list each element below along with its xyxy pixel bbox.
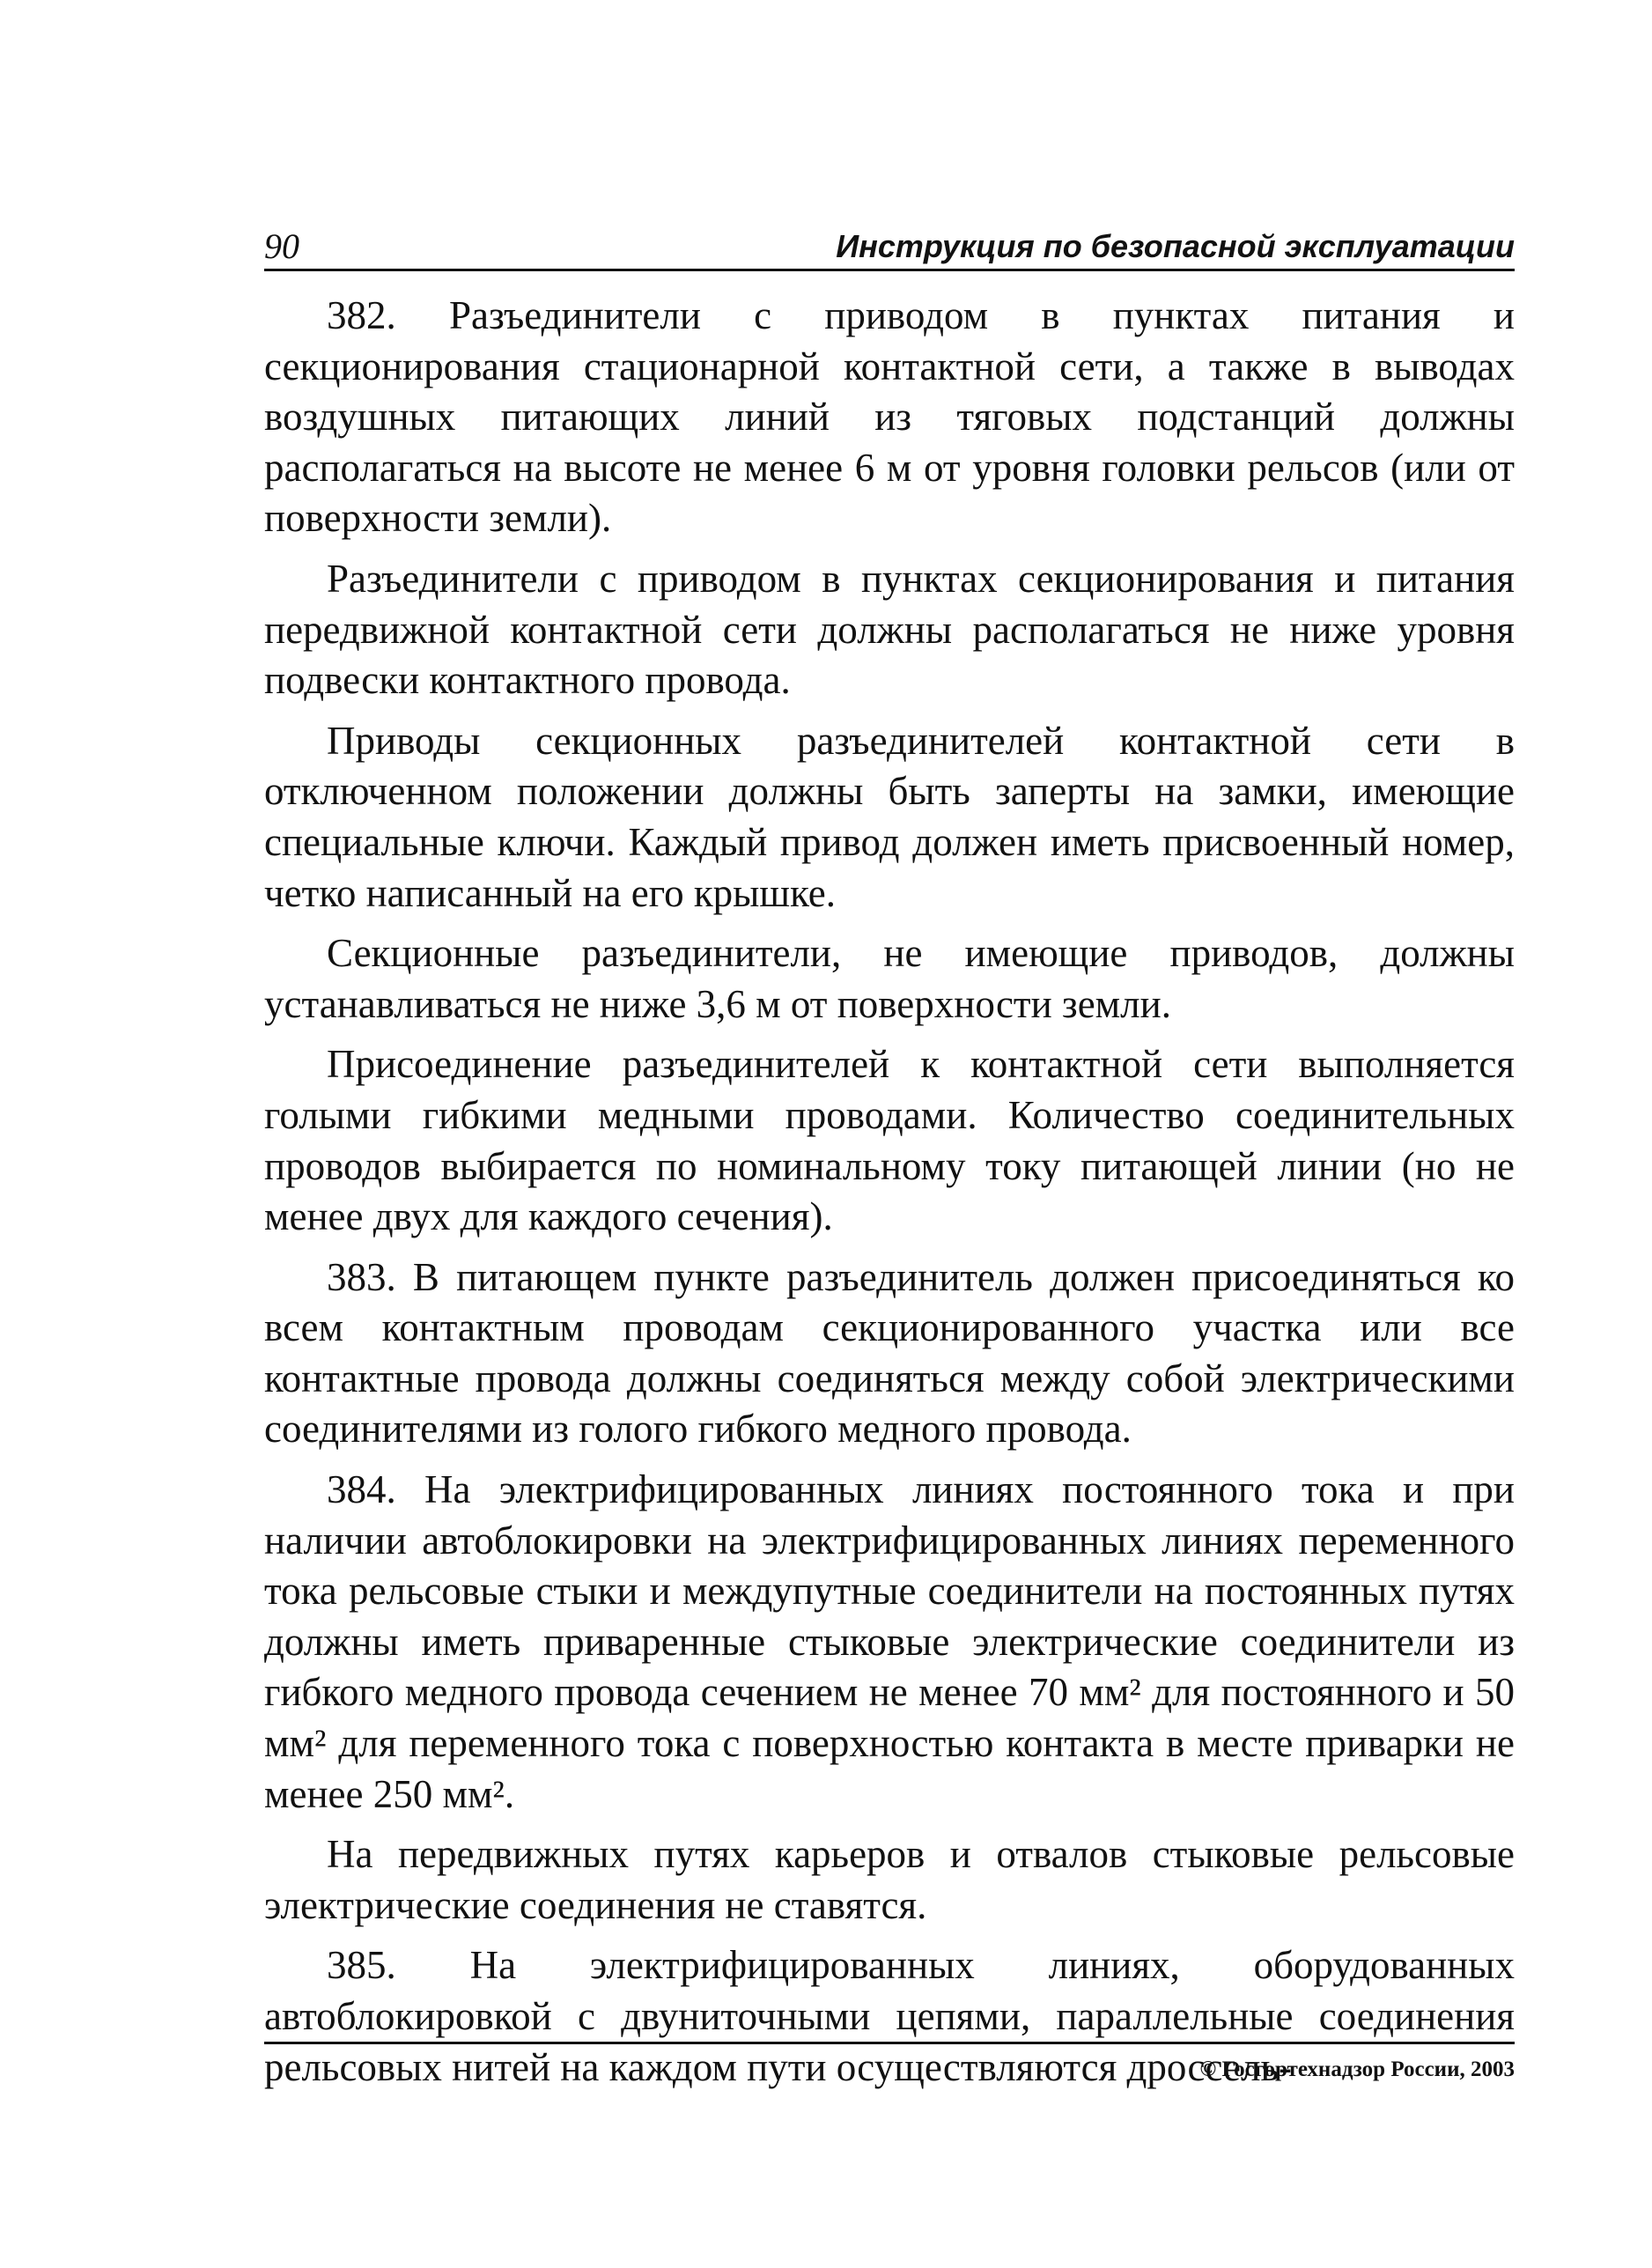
paragraph-disconnectors-mobile-network: Разъединители с приводом в пунктах секционирования и питания передвижной контактной сети должны располагаться не ниже уровня подвески контактного провода. (264, 556, 1515, 703)
paragraph-385: 385. На электрифицированных линиях, оборудованных автоблокировкой с двуниточными цепями, параллельные соединения рельсовых нитей на каждом пути осуществляются дроссель- (264, 1943, 1515, 2089)
page-header (264, 225, 1515, 271)
running-title: Инструкция по безопасной эксплуатации (836, 228, 1515, 264)
footer-rule (264, 2042, 1515, 2044)
document-body (264, 291, 1515, 2093)
copyright-notice: © Госгортехнадзор России, 2003 (1199, 2057, 1515, 2081)
paragraph-connection-wires: Присоединение разъединителей к контактной сети выполняется голыми гибкими медными проводами. Количество соединительных проводов выбирается по номинальному току питающей линии (но не менее двух для каждого сечения). (264, 1042, 1515, 1239)
paragraph-section-disconnectors-height: Секционные разъединители, не имеющие приводов, должны устанавливаться не ниже 3,6 м от поверхности земли. (264, 931, 1515, 1026)
page-number: 90 (264, 226, 299, 266)
paragraph-383: 383. В питающем пункте разъединитель должен присоединяться ко всем контактным проводам секционированного участка или все контактные провода должны соединяться между собой электрическими соединителями из голого гибкого медного провода. (264, 1254, 1515, 1452)
paragraph-382: 382. Разъединители с приводом в пунктах питания и секционирования стационарной контактной сети, а также в выводах воздушных питающих линий из тяговых подстанций должны располагаться на высоте не менее 6 м от уровня головки рельсов (или от поверхности земли). (264, 293, 1515, 541)
paragraph-mobile-tracks: На передвижных путях карьеров и отвалов стыковые рельсовые электрические соединения не ставятся. (264, 1832, 1515, 1927)
paragraph-locked-drives: Приводы секционных разъединителей контактной сети в отключенном положении должны быть заперты на замки, имеющие специальные ключи. Каждый привод должен иметь присвоенный номер, четко написанный на его крышке. (264, 718, 1515, 915)
paragraph-384: 384. На электрифицированных линиях постоянного тока и при наличии автоблокировки на электрифицированных линиях переменного тока рельсовые стыки и междупутные соединители на постоянных путях должны иметь приваренные стыковые электрические соединители из гибкого медного провода сечением не менее 70 мм² для постоянного и 50 мм² для переменного тока с поверхностью контакта в месте приварки не менее 250 мм². (264, 1467, 1515, 1816)
